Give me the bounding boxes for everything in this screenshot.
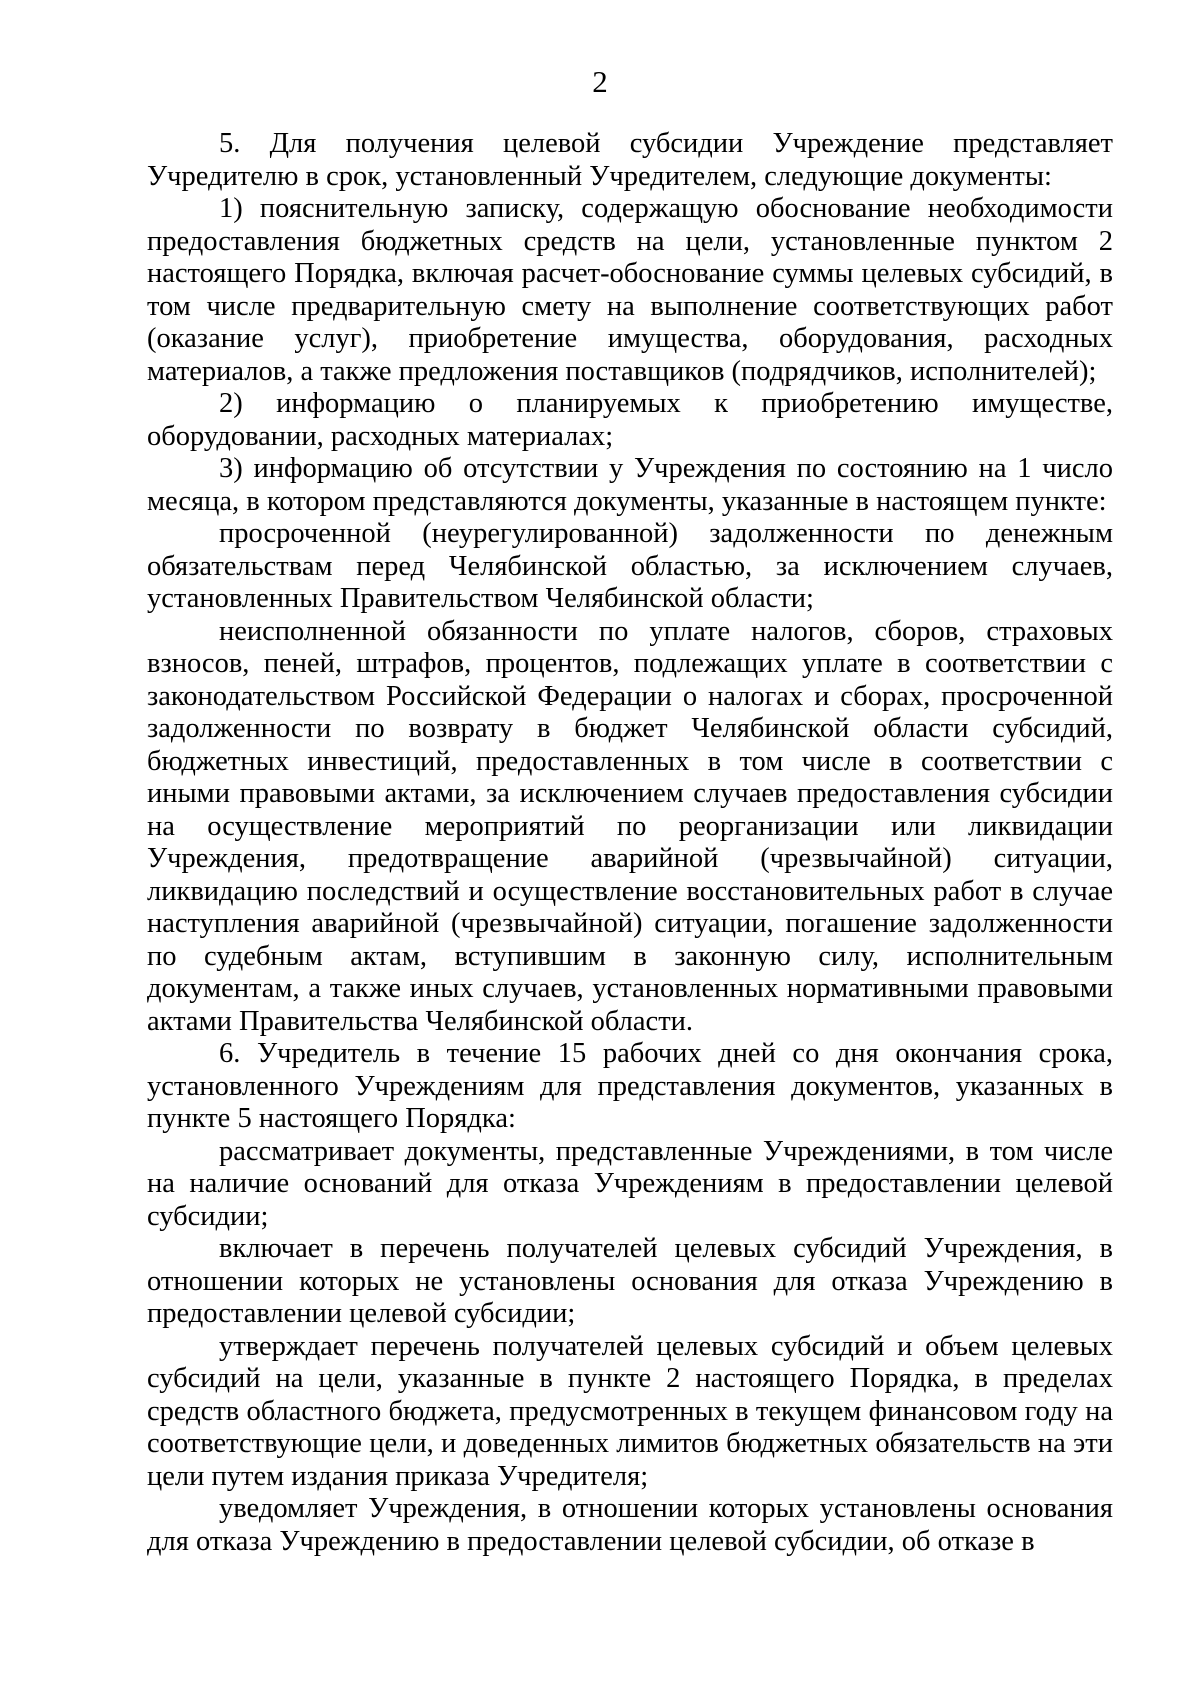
paragraph-item-6: 6. Учредитель в течение 15 рабочих дней со дня окончания срока, установленного Учреждениям для представления документов, указанных в пункте 5 настоящего Порядка: bbox=[147, 1038, 1113, 1134]
paragraph-approves-list: утверждает перечень получателей целевых субсидий и объем целевых субсидий на цели, указанные в пункте 2 настоящего Порядка, в пределах средств областного бюджета, предусмотренных в текущем финансовом году на соответствующие цели, и доведенных лимитов бюджетных обязательств на эти цели путем издания приказа Учредителя; bbox=[147, 1330, 1113, 1492]
paragraph-subitem-1: 1) пояснительную записку, содержащую обоснование необходимости предоставления бюджетных средств на цели, установленные пунктом 2 настоящего Порядка, включая расчет-обоснование суммы целевых субсидий, в том числе предварительную смету на выполнение соответствующих работ (оказание услуг), приобретение имущества, оборудования, расходных материалов, а также предложения поставщиков (подрядчиков, исполнителей); bbox=[147, 193, 1113, 387]
paragraph-item-5: 5. Для получения целевой субсидии Учреждение представляет Учредителю в срок, установленный Учредителем, следующие документы: bbox=[147, 128, 1113, 192]
paragraph-unfulfilled-obligation: неисполненной обязанности по уплате налогов, сборов, страховых взносов, пеней, штрафов, процентов, подлежащих уплате в соответствии с законодательством Российской Федерации о налогах и сборах, просроченной задолженности по возврату в бюджет Челябинской области субсидий, бюджетных инвестиций, предоставленных в том числе в соответствии с иными правовыми актами, за исключением случаев предоставления субсидии на осуществление мероприятий по реорганизации или ликвидации Учреждения, предотвращение аварийной (чрезвычайной) ситуации, ликвидацию последствий и осуществление восстановительных работ в случае наступления аварийной (чрезвычайной) ситуации, погашение задолженности по судебным актам, вступившим в законную силу, исполнительным документам, а также иных случаев, установленных нормативными правовыми актами Правительства Челябинской области. bbox=[147, 615, 1113, 1037]
paragraph-includes-recipients: включает в перечень получателей целевых субсидий Учреждения, в отношении которых не установлены основания для отказа Учреждению в предоставлении целевой субсидии; bbox=[147, 1233, 1113, 1329]
paragraph-subitem-2: 2) информацию о планируемых к приобретению имуществе, оборудовании, расходных материалах; bbox=[147, 388, 1113, 452]
page-number: 2 bbox=[592, 64, 608, 99]
document-body bbox=[147, 128, 1113, 1558]
paragraph-reviews-documents: рассматривает документы, представленные Учреждениями, в том числе на наличие оснований для отказа Учреждениям в предоставлении целевой субсидии; bbox=[147, 1135, 1113, 1232]
paragraph-subitem-3: 3) информацию об отсутствии у Учреждения по состоянию на 1 число месяца, в котором представляются документы, указанные в настоящем пункте: bbox=[147, 453, 1113, 517]
paragraph-overdue-debt: просроченной (неурегулированной) задолженности по денежным обязательствам перед Челябинской областью, за исключением случаев, установленных Правительством Челябинской области; bbox=[147, 518, 1113, 614]
paragraph-notifies-institutions: уведомляет Учреждения, в отношении которых установлены основания для отказа Учреждению в предоставлении целевой субсидии, об отказе в bbox=[147, 1493, 1113, 1557]
